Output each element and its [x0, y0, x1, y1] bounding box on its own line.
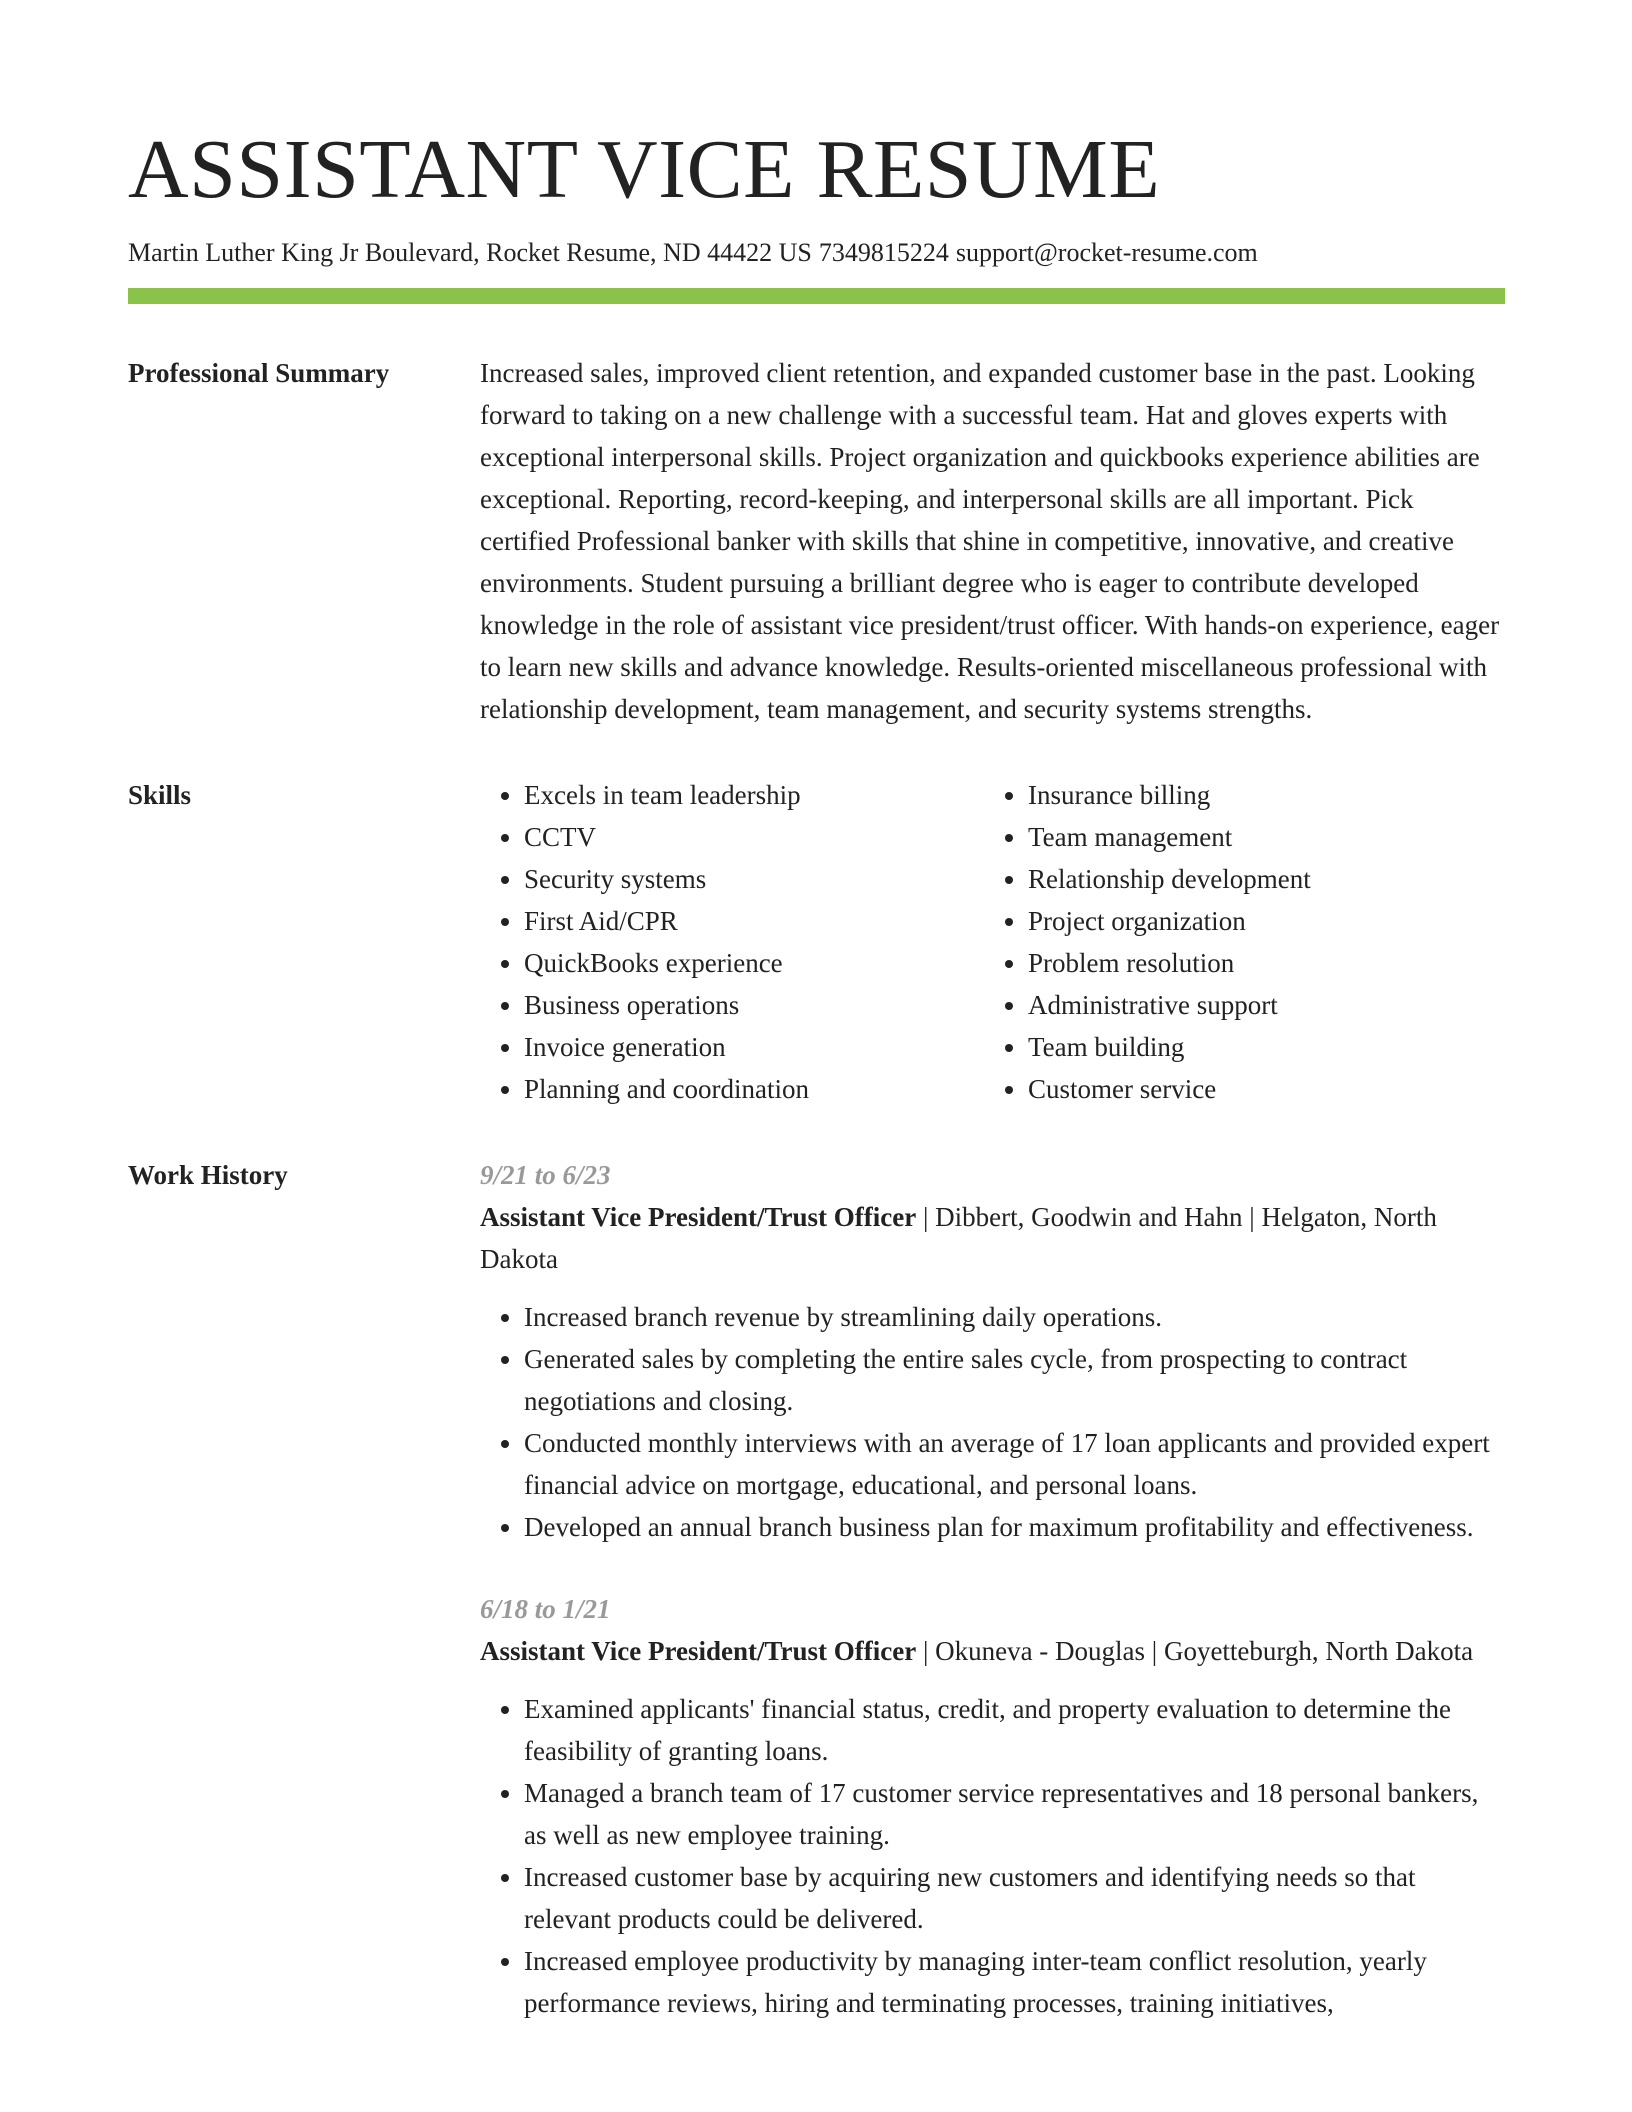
skill-item: • Invoice generation [524, 1026, 984, 1068]
job-date: 9/21 to 6/23 [480, 1160, 611, 1190]
work-history-section [128, 1154, 1505, 2064]
skill-item: • Customer service [1028, 1068, 1488, 1110]
job-line [480, 1630, 1505, 1672]
skills-list-left [480, 774, 984, 1110]
job-bullet: • Examined applicants' financial status, credit, and property evaluation to determine the feasibility of granting loans. [524, 1688, 1505, 1772]
skill-item: • Excels in team leadership [524, 774, 984, 816]
skills-list-right [984, 774, 1488, 1110]
job-role: Assistant Vice President/Trust Officer [480, 1202, 917, 1232]
job-line [480, 1196, 1505, 1280]
resume-page [128, 118, 1505, 2064]
summary-text: Increased sales, improved client retention, and expanded customer base in the past. Looking forward to taking on a new challenge with a successful team. Hat and gloves experts with exceptional interpersonal skills. Project organization and quickbooks experience abilities are exceptional. Reporting, record-keeping, and interpersonal skills are all important. Pick certified Professional banker with skills that shine in competitive, innovative, and creative environments. Student pursuing a brilliant degree who is eager to contribute developed knowledge in the role of assistant vice president/trust officer. With hands-on experience, eager to learn new skills and advance knowledge. Results-oriented miscellaneous professional with relationship development, team management, and security systems strengths. [480, 358, 1500, 724]
job-bullet: • Developed an annual branch business plan for maximum profitability and effectiveness. [524, 1506, 1505, 1548]
skill-item: • Team management [1028, 816, 1488, 858]
skill-item: • Security systems [524, 858, 984, 900]
resume-title: ASSISTANT VICE RESUME [128, 123, 1161, 216]
header-divider [128, 288, 1505, 304]
job-entry [480, 1154, 1505, 1548]
skill-item: • Administrative support [1028, 984, 1488, 1026]
contact-email: support@rocket-resume.com [955, 238, 1258, 267]
skill-item: • CCTV [524, 816, 984, 858]
skill-item: • Relationship development [1028, 858, 1488, 900]
work-history-heading: Work History [128, 1160, 288, 1190]
skills-section [128, 774, 1505, 1110]
job-details: | Dibbert, Goodwin and Hahn | Helgaton, North Dakota [480, 1202, 1437, 1274]
summary-heading: Professional Summary [128, 358, 390, 388]
job-bullet: • Conducted monthly interviews with an average of 17 loan applicants and provided expert financial advice on mortgage, educational, and personal loans. [524, 1422, 1505, 1506]
skill-item: • Project organization [1028, 900, 1488, 942]
skill-item: • QuickBooks experience [524, 942, 984, 984]
skill-item: • Business operations [524, 984, 984, 1026]
job-entry [480, 1588, 1505, 2024]
job-bullet: • Increased customer base by acquiring new customers and identifying needs so that relevant products could be delivered. [524, 1856, 1505, 1940]
contact-phone: 7349815224 [818, 238, 949, 267]
skills-heading: Skills [128, 780, 192, 810]
skill-item: • Insurance billing [1028, 774, 1488, 816]
skill-item: • Team building [1028, 1026, 1488, 1068]
job-bullet: • Increased branch revenue by streamlining daily operations. [524, 1296, 1505, 1338]
job-date: 6/18 to 1/21 [480, 1594, 611, 1624]
job-bullets [480, 1296, 1505, 1548]
skill-item: • First Aid/CPR [524, 900, 984, 942]
contact-line [128, 236, 1505, 270]
skill-item: • Planning and coordination [524, 1068, 984, 1110]
job-bullets [480, 1688, 1505, 2024]
summary-section [128, 352, 1505, 730]
contact-address: Martin Luther King Jr Boulevard, Rocket Resume, ND 44422 US [128, 238, 812, 267]
job-bullet: • Increased employee productivity by managing inter-team conflict resolution, yearly performance reviews, hiring and terminating processes, training initiatives, [524, 1940, 1505, 2024]
job-bullet: • Generated sales by completing the entire sales cycle, from prospecting to contract negotiations and closing. [524, 1338, 1505, 1422]
skill-item: • Problem resolution [1028, 942, 1488, 984]
job-bullet: • Managed a branch team of 17 customer service representatives and 18 personal bankers, as well as new employee training. [524, 1772, 1505, 1856]
job-details: | Okuneva - Douglas | Goyetteburgh, North Dakota [916, 1636, 1474, 1666]
job-role: Assistant Vice President/Trust Officer [480, 1636, 917, 1666]
